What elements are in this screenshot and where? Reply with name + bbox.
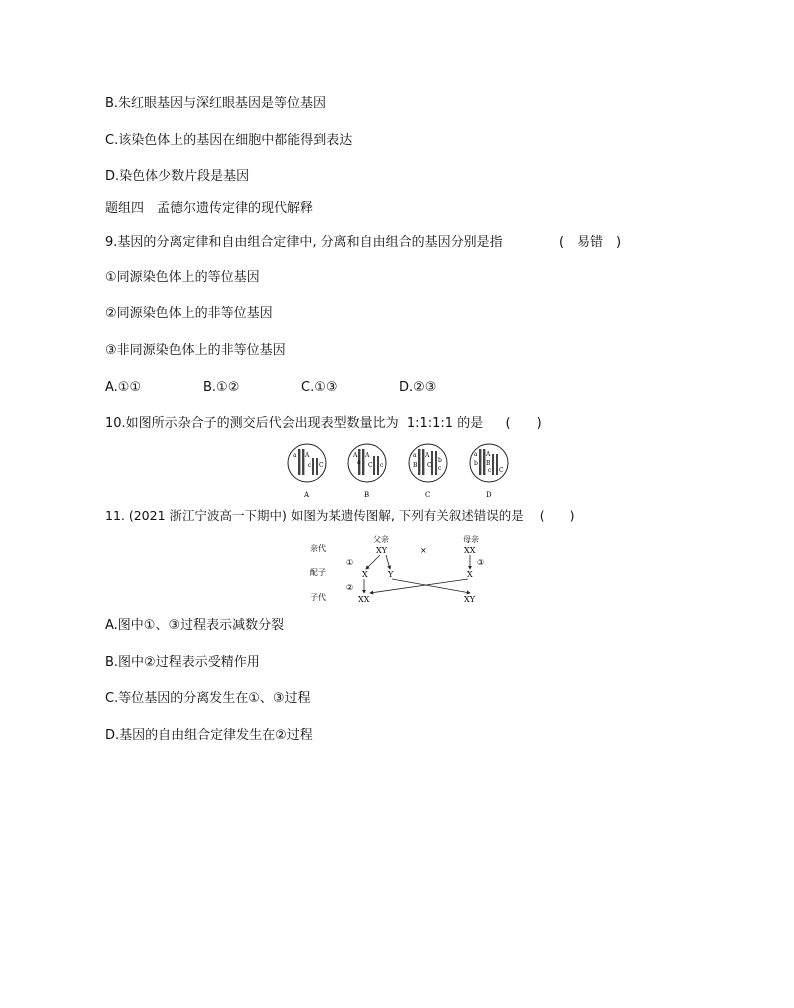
q11-blank: ( ) (539, 508, 575, 523)
q10-blank: ( ) (505, 416, 542, 431)
chromosome (377, 456, 379, 475)
q10-chromosome-figure (280, 440, 520, 500)
chromosome (373, 456, 375, 475)
mother-label: 母亲 (463, 535, 479, 544)
cell-c (409, 444, 447, 499)
gene-label: B (486, 460, 491, 467)
gene-label: C (499, 467, 504, 474)
q10-stem: 10.如图所示杂合子的测交后代会出现表型数量比为 (105, 416, 399, 431)
row-label-parents: 亲代 (310, 544, 326, 553)
chromosome (418, 449, 420, 475)
step-circle-3: ③ (477, 558, 485, 567)
step-circle-2: ② (346, 583, 354, 592)
gene-label: c (438, 465, 442, 472)
q9-choice-a: A.①① (105, 380, 142, 395)
cell-label: A (304, 491, 310, 499)
chromosome (479, 449, 481, 475)
father-label: 父亲 (373, 535, 389, 544)
gene-label: b (438, 457, 442, 464)
cell-label: D (486, 491, 492, 499)
cell-d (470, 444, 508, 499)
q10-stem-end: 的是 (457, 416, 484, 431)
q11-option-b: B.图中②过程表示受精作用 (105, 655, 260, 670)
q10-stem-line (105, 416, 542, 432)
row-label-offspring: 子代 (310, 593, 326, 602)
cell-label: C (425, 491, 431, 499)
q9-item-3: ③非同源染色体上的非等位基因 (105, 343, 286, 358)
offspring-xx: XX (358, 595, 370, 604)
gene-label: C (427, 462, 432, 469)
q8-option-d: D.染色体少数片段是基因 (105, 169, 250, 184)
gene-label: c (488, 467, 492, 474)
gamete-x-father: X (362, 570, 368, 579)
q9-choice-d: D.②③ (399, 380, 437, 395)
q9-item-2: ②同源染色体上的非等位基因 (105, 306, 273, 321)
gene-label: A (425, 452, 430, 459)
q9-choices (105, 380, 436, 396)
mother-genotype: XX (464, 546, 476, 555)
gene-label: c (380, 462, 384, 469)
q9-choice-b: B.①② (203, 380, 240, 395)
father-genotype: XY (376, 546, 387, 555)
q10-ratio: 1:1:1:1 (406, 416, 454, 431)
gene-label: A (486, 451, 491, 458)
chromosome (496, 454, 498, 475)
chromosome (316, 458, 318, 475)
chromosome (435, 451, 437, 475)
chromosome (312, 458, 314, 475)
gene-label: a (293, 452, 297, 459)
gene-label: A (305, 452, 310, 459)
gene-label: a (357, 459, 361, 466)
gene-label: C (319, 462, 324, 469)
gamete-x-mother: X (467, 570, 473, 579)
cell-b (348, 444, 386, 499)
row-label-gametes: 配子 (310, 568, 326, 577)
q8-option-c: C.该染色体上的基因在细胞中都能得到表达 (105, 133, 353, 148)
gene-label: A (353, 452, 358, 459)
chromosome (298, 449, 300, 475)
gene-label: B (413, 462, 418, 469)
q11-cross-diagram (300, 532, 500, 606)
gene-label: a (474, 451, 478, 458)
cell-label: B (364, 491, 370, 499)
offspring-xy: XY (464, 595, 475, 604)
gene-label: b (474, 460, 478, 467)
chromosome (492, 454, 494, 475)
cell-a (288, 444, 326, 499)
gene-label: C (368, 462, 373, 469)
q9-tag: ( 易错 ) (558, 235, 622, 250)
q11-option-a: A.图中①、③过程表示减数分裂 (105, 618, 285, 633)
section-title: 题组四 孟德尔遗传定律的现代解释 (105, 201, 314, 216)
gene-label: c (308, 462, 312, 469)
gene-label: a (413, 452, 417, 459)
q9-item-1: ①同源染色体上的等位基因 (105, 270, 260, 285)
gene-label: A (365, 452, 370, 459)
q8-option-b: B.朱红眼基因与深红眼基因是等位基因 (105, 96, 327, 111)
q11-stem: 11. (2021 浙江宁波高一下期中) 如图为某遗传图解, 下列有关叙述错误的是 (105, 508, 524, 523)
q11-option-c: C.等位基因的分离发生在①、③过程 (105, 691, 311, 706)
q11-stem-line (105, 508, 575, 524)
q11-option-d: D.基因的自由组合定律发生在②过程 (105, 728, 313, 743)
q9-stem: 9.基因的分离定律和自由组合定律中, 分离和自由组合的基因分别是指 (105, 235, 503, 250)
q9-choice-c: C.①③ (301, 380, 338, 395)
gamete-y-father: Y (388, 570, 394, 579)
step-circle-1: ① (346, 558, 354, 567)
q9-stem-line (105, 235, 621, 251)
cross-symbol: × (420, 546, 427, 555)
